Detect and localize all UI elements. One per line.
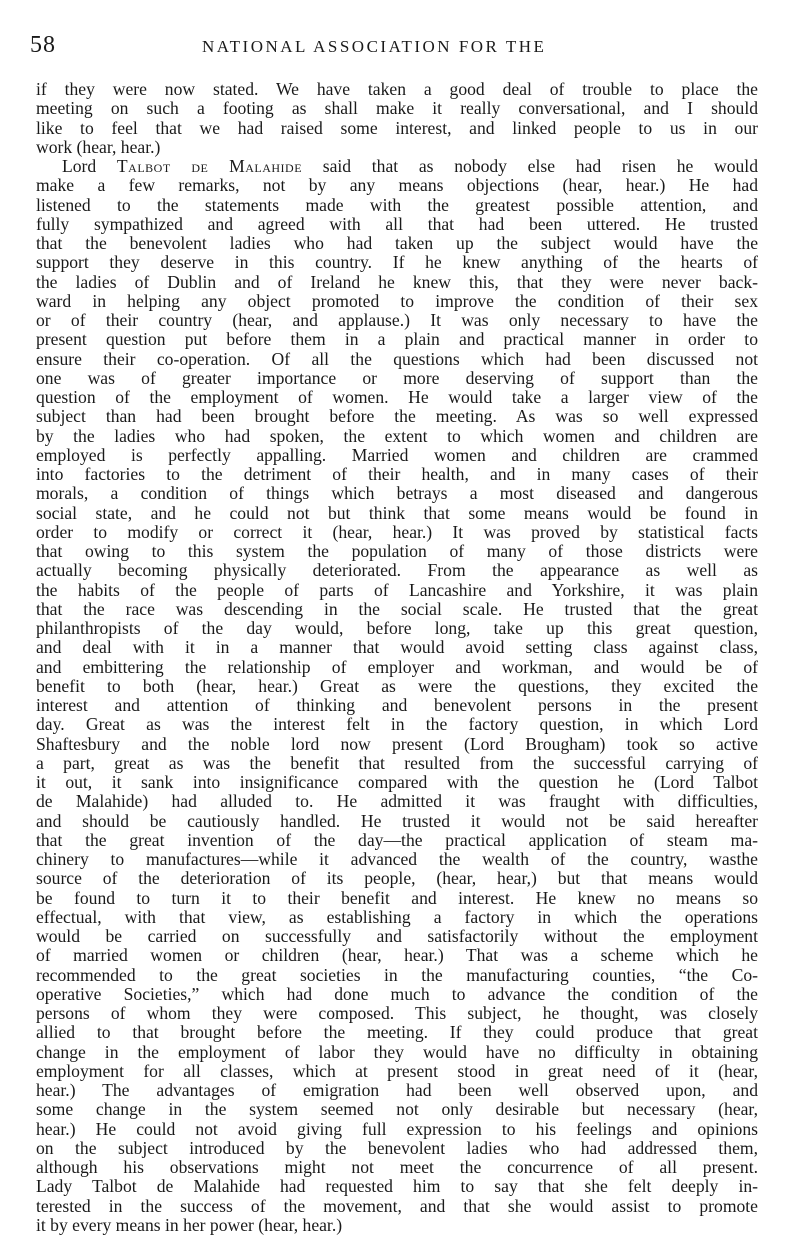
text-line: interest and attention of thinking and benevolent persons in the present [36, 695, 758, 715]
speaker-name-3: Malahide [229, 156, 303, 176]
text-line: Shaftesbury and the noble lord now present (Lord Brougham) took so active [36, 733, 758, 754]
text-line: meeting on such a footing as shall make it really conversational, and I should [36, 98, 758, 119]
text-line: support they deserve in this country. If he knew anything of the hearts of [36, 252, 758, 273]
page-number: 58 [30, 32, 56, 58]
text-line: that owing to this system the population of many of those districts were [36, 541, 758, 561]
text-line: by the ladies who had spoken, the extent to which women and children are [36, 425, 758, 446]
text-line: Lady Talbot de Malahide had requested him to say that she felt deeply in- [36, 1176, 758, 1197]
text-line: it by every means in her power (hear, hear.) [36, 1214, 343, 1235]
text-line: make a few remarks, not by any means objections (hear, hear.) He had [36, 175, 758, 196]
text-line: the habits of the people of parts of Lancashire and Yorkshire, it was plain [36, 579, 758, 600]
text-line: into factories to the detriment of their health, and in many cases of their [36, 464, 758, 484]
text-line: ensure their co-operation. Of all the questions which had been discussed not [36, 348, 758, 369]
text-line: and should be cautiously handled. He trusted it would not be said hereafter [36, 810, 758, 831]
text-line: that the great invention of the day—the practical application of steam ma- [36, 829, 758, 850]
text-line: recommended to the great societies in the manufacturing counties, “the Co- [36, 964, 758, 985]
text-line: one was of greater importance or more deserving of support than the [36, 367, 758, 388]
text-line: if they were now stated. We have taken a good deal of trouble to place the [36, 79, 758, 99]
text-line: employed is perfectly appalling. Married women and children are crammed [36, 444, 758, 465]
text-line: philanthropists of the day would, before long, take up this great question, [36, 618, 758, 638]
page-header [30, 28, 770, 62]
speaker-name-1: Talbot [116, 156, 171, 176]
text-line: order to modify or correct it (hear, hear.) It was proved by statistical facts [36, 521, 758, 542]
text-line: hear.) He could not avoid giving full expression to his feelings and opinions [36, 1118, 758, 1139]
speaker-name-2: de [191, 156, 209, 176]
running-head: NATIONAL ASSOCIATION FOR THE [202, 37, 547, 56]
text-line: of married women or children (hear, hear.) That was a scheme which he [36, 945, 758, 966]
text-line: it out, it sank into insignificance compared with the question he (Lord Talbot [36, 772, 758, 792]
text-line: employment for all classes, which at present stood in great need of it (hear, [36, 1060, 758, 1081]
text-line: ward in helping any object promoted to improve the condition of their sex [36, 290, 758, 311]
text-line: work (hear, hear.) [36, 136, 161, 157]
text-line: allied to that brought before the meeting. If they could produce that great [36, 1022, 758, 1043]
text-line: subject than had been brought before the meeting. As was so well expressed [36, 406, 758, 427]
text-line: fully sympathized and agreed with all that had been uttered. He trusted [36, 213, 758, 234]
text-line: persons of whom they were composed. This subject, he thought, was closely [36, 1003, 758, 1023]
text-line: question of the employment of women. He would take a larger view of the [36, 387, 758, 407]
text-line: and embittering the relationship of employer and workman, and would be of [36, 656, 758, 677]
text-line: a part, great as was the benefit that resulted from the successful carrying of [36, 752, 758, 773]
text-line: day. Great as was the interest felt in the factory question, in which Lord [36, 714, 758, 735]
text-line: present question put before them in a plain and practical manner in order to [36, 329, 758, 350]
text-line: or of their country (hear, and applause.) It was only necessary to have the [36, 310, 758, 330]
text-line: social state, and he could not but think that some means would be found in [36, 502, 758, 523]
text-line: listened to the statements made with the greatest possible attention, and [36, 194, 758, 215]
text-line: hear.) The advantages of emigration had been well observed upon, and [36, 1080, 758, 1100]
speaker-line: Lord Talbot de Malahide said that as nobody else had risen he would [62, 156, 758, 176]
text-line: and deal with it in a manner that would avoid setting class against class, [36, 637, 758, 658]
text-line: effectual, with that view, as establishing a factory in which the operations [36, 906, 758, 927]
text-line: change in the employment of labor they would have no difficulty in obtaining [36, 1041, 758, 1062]
text-line: be found to turn it to their benefit and interest. He knew no means so [36, 887, 758, 908]
text-line: morals, a condition of things which betrays a most diseased and dangerous [36, 483, 758, 504]
text-line: that the race was descending in the social scale. He trusted that the great [36, 598, 758, 619]
text-line: de Malahide) had alluded to. He admitted it was fraught with difficulties, [36, 791, 758, 812]
text-line: like to feel that we had raised some interest, and linked people to us in our [36, 117, 758, 138]
text-line: some change in the system seemed not only desirable but necessary (hear, [36, 1099, 758, 1120]
text-line: on the subject introduced by the benevolent ladies who had addressed them, [36, 1137, 758, 1158]
text-line: the ladies of Dublin and of Ireland he knew this, that they were never back- [36, 271, 758, 292]
text-line: benefit to both (hear, hear.) Great as were the questions, they excited the [36, 675, 758, 696]
speaker-line-text: said that as nobody else had risen he would [302, 156, 758, 176]
text-line: chinery to manufactures—while it advanced the wealth of the country, wasthe [36, 849, 758, 869]
text-line: although his observations might not meet the concurrence of all present. [36, 1157, 758, 1177]
text-line: operative Societies,” which had done much to advance the condition of the [36, 983, 758, 1004]
text-line: source of the deterioration of its people, (hear, hear,) but that means would [36, 868, 758, 889]
text-line: that the benevolent ladies who had taken up the subject would have the [36, 233, 758, 253]
text-line: actually becoming physically deteriorated. From the appearance as well as [36, 560, 758, 581]
text-line: terested in the success of the movement, and that she would assist to promote [36, 1195, 758, 1216]
body-text [36, 80, 758, 1235]
text-line: would be carried on successfully and satisfactorily without the employment [36, 926, 758, 946]
